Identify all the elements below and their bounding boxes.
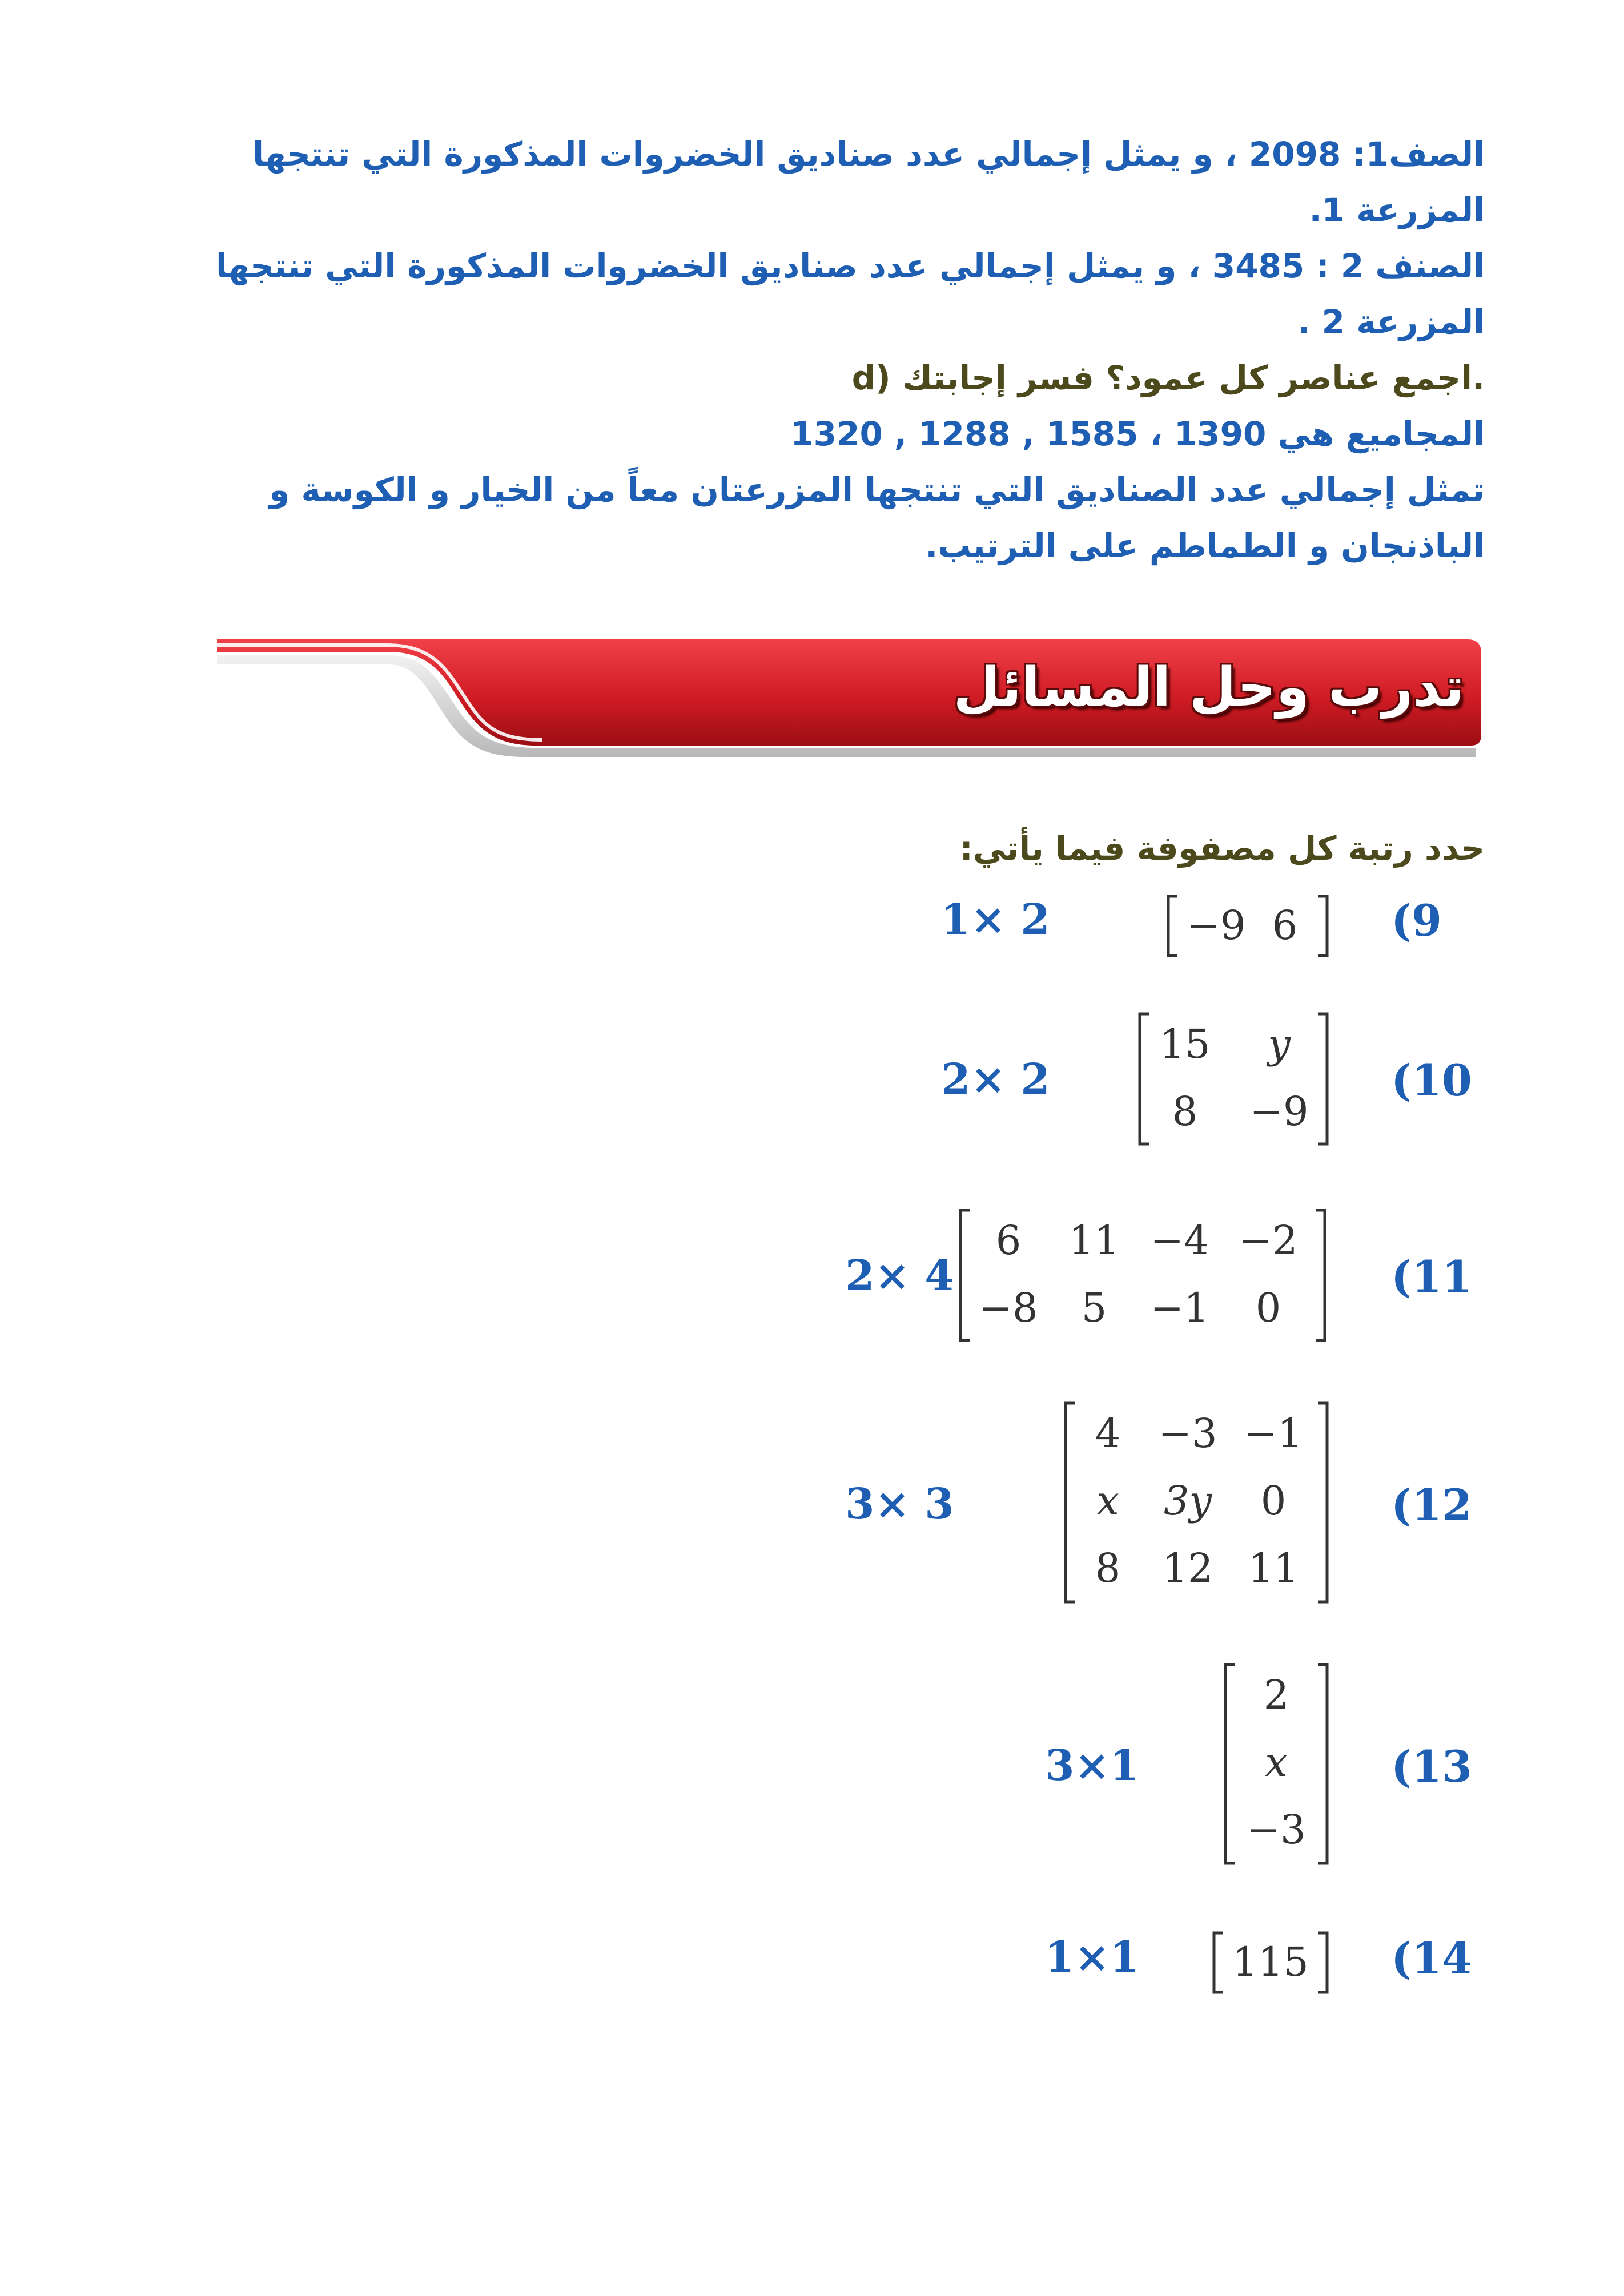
answer-11: 2× 4 <box>845 1251 954 1300</box>
matrix-11-cell: −1 <box>1150 1284 1209 1331</box>
matrix-12-cell: 0 <box>1260 1477 1287 1524</box>
matrix-9-cell: 6 <box>1272 902 1298 949</box>
matrix-13-cell: 2 <box>1263 1671 1289 1718</box>
matrix-13 <box>1222 1661 1330 1867</box>
matrix-10-cell: y <box>1268 1021 1291 1068</box>
matrix-12-cell: 11 <box>1248 1545 1299 1592</box>
matrix-10-cell: 15 <box>1159 1021 1211 1068</box>
problem-number-13: (13 <box>1391 1741 1472 1792</box>
intro-line-7: تمثل إجمالي عدد الصناديق التي تنتجها المزرعتان معاً من الخيار و الكوسة و <box>269 470 1485 509</box>
matrix-11-cell: −2 <box>1239 1217 1298 1264</box>
problem-number-12: (12 <box>1391 1480 1472 1530</box>
intro-line-2: المزرعة 1. <box>1309 191 1485 229</box>
matrix-12-cell: x <box>1096 1477 1119 1524</box>
matrix-12-cell: 12 <box>1162 1545 1213 1592</box>
matrix-12-cell: 3y <box>1163 1477 1212 1524</box>
section-title: تدرب وحل المسائل <box>953 656 1464 719</box>
answer-12: 3× 3 <box>845 1480 954 1529</box>
matrix-11-cell: 6 <box>995 1217 1022 1264</box>
intro-line-5: d) اجمع عناصر كل عمود؟ فسر إجابتك. <box>851 359 1485 397</box>
matrix-11-cell: 11 <box>1068 1217 1120 1264</box>
matrix-11-cell: 0 <box>1255 1284 1281 1331</box>
problem-number-10: (10 <box>1391 1055 1472 1106</box>
problem-number-9: (9 <box>1391 895 1442 946</box>
matrix-9-cell: −9 <box>1187 902 1246 949</box>
matrix-10 <box>1136 1010 1330 1147</box>
matrix-11 <box>957 1207 1328 1344</box>
answer-13: 3×1 <box>1045 1741 1139 1790</box>
problem-number-14: (14 <box>1391 1933 1472 1984</box>
matrix-10-cell: −9 <box>1249 1088 1309 1135</box>
intro-line-6: المجاميع هي 1390 ، 1585 , 1288 , 1320 <box>790 414 1485 453</box>
matrix-11-cell: −8 <box>979 1284 1038 1331</box>
matrix-11-cell: −4 <box>1150 1217 1209 1264</box>
matrix-10-cell: 8 <box>1172 1088 1198 1135</box>
matrix-12-cell: 8 <box>1095 1545 1121 1592</box>
intro-line-1: الصف1: 2098 ، و يمثل إجمالي عدد صناديق الخضروات المذكورة التي تنتجها <box>252 135 1485 174</box>
matrix-12-cell: −1 <box>1244 1410 1303 1457</box>
matrix-9 <box>1165 892 1330 960</box>
problem-number-11: (11 <box>1391 1251 1472 1302</box>
answer-10: 2× 2 <box>941 1055 1050 1104</box>
matrix-11-cell: 5 <box>1081 1284 1107 1331</box>
answer-14: 1×1 <box>1045 1933 1139 1982</box>
intro-line-8: الباذنجان و الطماطم على الترتيب. <box>925 526 1485 565</box>
matrix-13-cell: −3 <box>1247 1806 1306 1853</box>
matrix-13-cell: x <box>1265 1739 1288 1786</box>
matrix-12-cell: −3 <box>1158 1410 1217 1457</box>
matrix-12 <box>1062 1400 1330 1605</box>
matrix-14 <box>1211 1928 1330 1997</box>
matrix-14-cell: 115 <box>1232 1939 1309 1985</box>
intro-line-4: المزرعة 2 . <box>1297 303 1485 341</box>
intro-line-3: الصنف 2 : 3485 ، و يمثل إجمالي عدد صناديق الخضروات المذكورة التي تنتجها <box>216 247 1485 285</box>
matrix-12-cell: 4 <box>1095 1410 1121 1457</box>
answer-9: 1× 2 <box>941 895 1050 944</box>
exercise-instruction: حدد رتبة كل مصفوفة فيما يأتي: <box>959 829 1485 868</box>
